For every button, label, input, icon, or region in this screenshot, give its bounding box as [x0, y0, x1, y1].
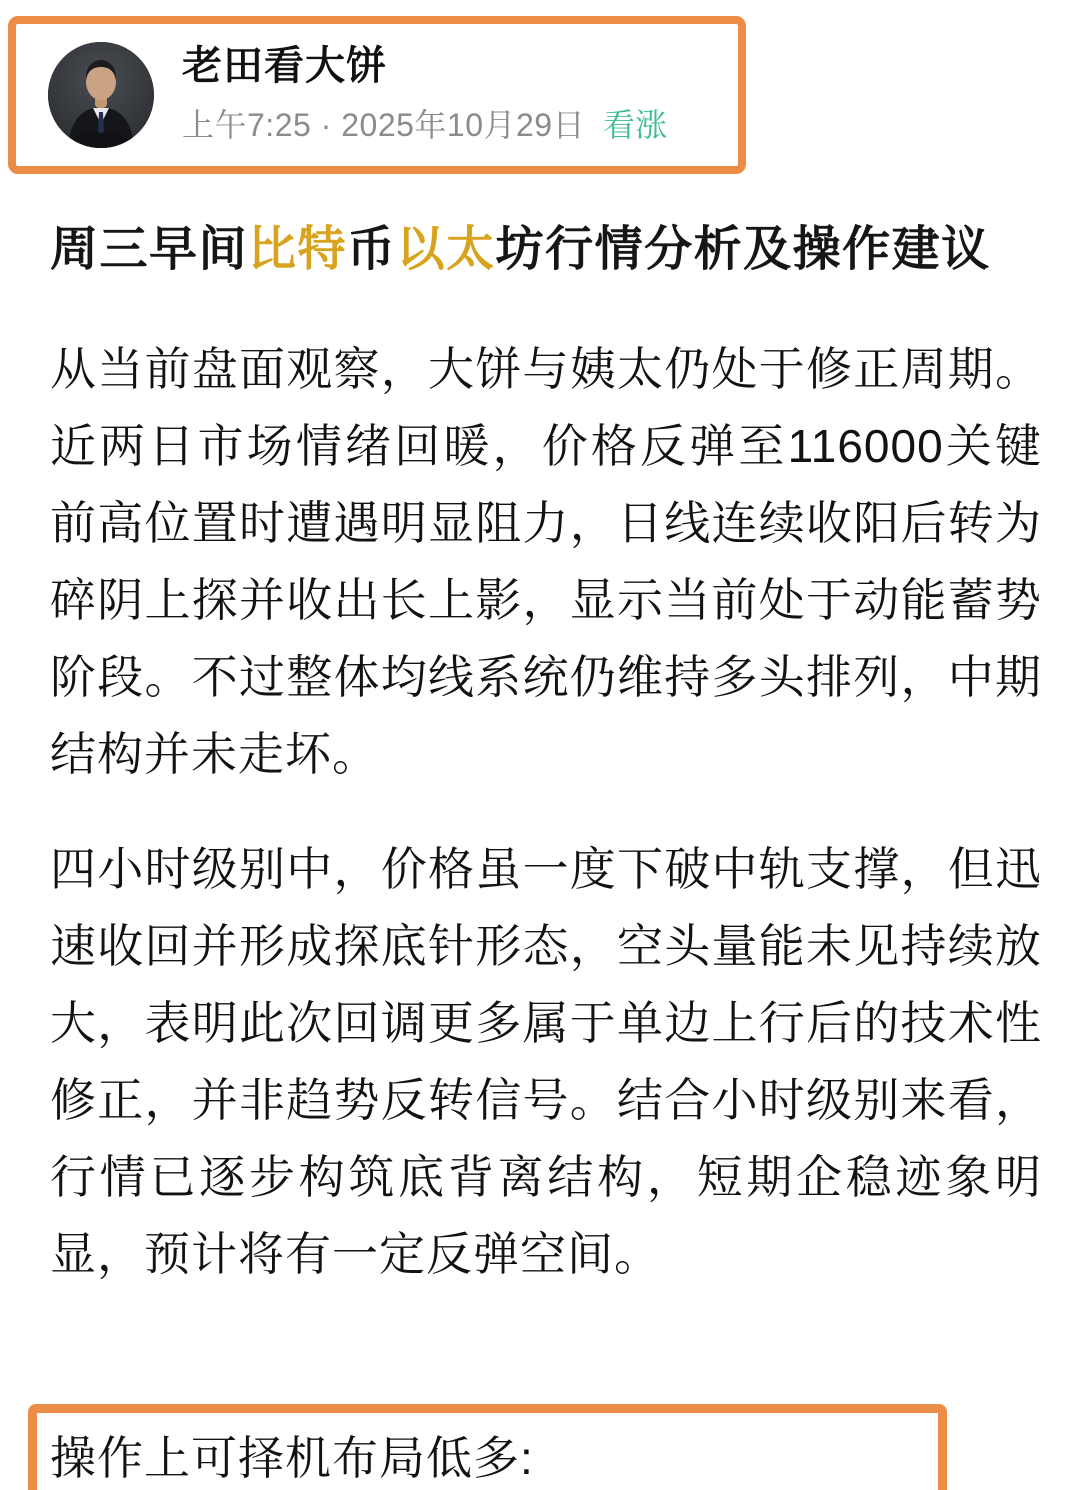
title-keyword-btc: 比特	[248, 223, 348, 276]
avatar[interactable]	[48, 42, 154, 148]
post-meta	[182, 100, 667, 146]
post-title	[50, 220, 1050, 280]
title-segment: 币	[347, 223, 397, 276]
author-info	[182, 44, 667, 146]
title-segment: 周三早间	[50, 223, 249, 276]
analysis-paragraph-4h: 四小时级别中，价格虽一度下破中轨支撑，但迅速收回并形成探底针形态，空头量能未见持续放大，表明此次回调更多属于单边上行后的技术性修正，并非趋势反转信号。结合小时级别来看，行情已逐步构筑底背离结构，短期企稳迹象明显，预计将有一定反弹空间。	[50, 843, 1042, 1280]
author-name[interactable]: 老田看大饼	[182, 44, 387, 88]
analysis-paragraph-daily: 从当前盘面观察，大饼与姨太仍处于修正周期。近两日市场情绪回暖，价格反弹至116000关键前高位置时遭遇明显阻力，日线连续收阳后转为碎阴上探并收出长上影，显示当前处于动能蓄势阶段。不过整体均线系统仍维持多头排列，中期结构并未走坏。	[50, 343, 1042, 780]
trade-advice-box	[28, 1404, 947, 1490]
post-timestamp: 上午7:25 · 2025年10月29日	[182, 107, 586, 143]
title-keyword-eth: 以太	[396, 223, 496, 276]
bullish-tag[interactable]: 看涨	[603, 107, 668, 143]
avatar-image	[48, 42, 154, 148]
author-header-card	[8, 16, 746, 174]
title-segment: 坊行情分析及操作建议	[495, 223, 991, 276]
trade-advice-text: 操作上可择机布局低多:	[50, 1432, 534, 1484]
